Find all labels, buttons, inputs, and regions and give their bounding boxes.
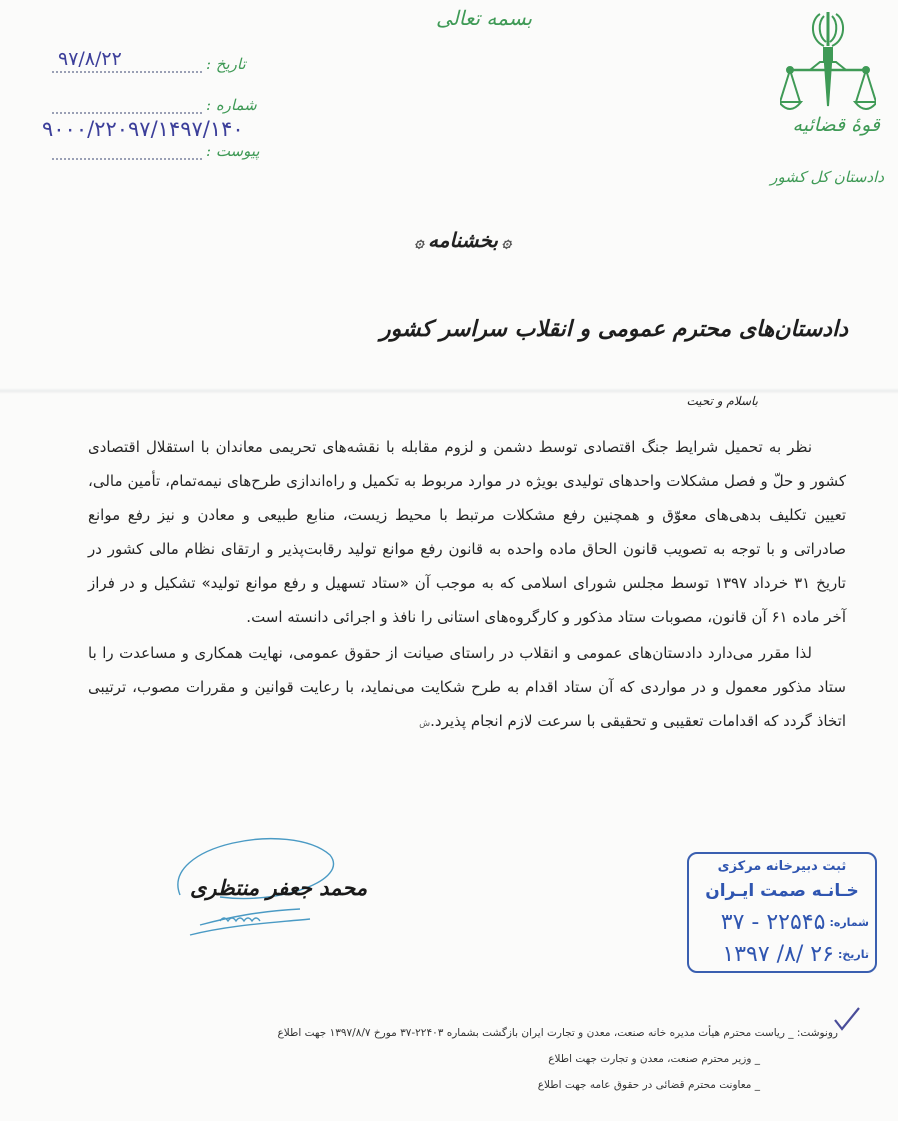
judiciary-logo (770, 6, 896, 196)
end-mark: ش (419, 719, 431, 729)
document-title (398, 228, 528, 252)
attachment-label: پیوست : (206, 142, 260, 160)
organization-name: قوهٔ قضائیه (792, 114, 880, 136)
stamp-organization-line: خـانـه صمت ایـران (705, 881, 859, 901)
stamp-number-value: ۳۷ - ۲۲۵۴۵ (720, 910, 826, 935)
date-value: ۹۷/۸/۲۲ (58, 48, 122, 70)
paper-fold-line (0, 388, 898, 394)
cc-item: _ وزیر محترم صنعت، معدن و تجارت جهت اطلاع (548, 1053, 760, 1065)
date-dotted-line (52, 70, 202, 73)
copies-list (277, 1022, 838, 1100)
number-field (52, 96, 257, 114)
addressee: دادستان‌های محترم عمومی و انقلاب سراسر کشور (379, 316, 848, 342)
title-text: بخشنامه (428, 228, 498, 252)
greeting: باسلام و تحیت (686, 394, 758, 408)
number-dotted-line (52, 111, 202, 114)
department-name: دادستان کل کشور (770, 168, 884, 186)
cc-item-text: _ ریاست محترم هیأت مدیره خانه صنعت، معدن و تجارت ایران بازگشت بشماره ۲۲۴۰۳-۳۷ مورخ ۱۳۹۷/۸/۷ جهت اطلاع (277, 1027, 794, 1039)
cc-item (277, 1022, 838, 1048)
stamp-date-label: تاریخ: (837, 948, 869, 961)
attachment-dotted-line (52, 157, 202, 160)
cc-label: رونوشت: (796, 1027, 838, 1039)
ornament-icon: ۞ (501, 232, 512, 251)
stamp-registry-line: ثبت دبیرخانه مرکزی (717, 859, 847, 874)
body-paragraph: نظر به تحمیل شرایط جنگ اقتصادی توسط دشمن و لزوم مقابله با نقشه‌های تحریمی معاندان با استقلال اقتصادی کشور و حلّ و فصل مشکلات واحدهای تولیدی بویژه در موارد مربوط به تکمیل و راه‌اندازی طرح‌های نیمه‌تمام، تأمین مالی، تعیین تکلیف بدهی‌های معوّق و همچنین رفع مشکلات مرتبط با محیط زیست، منابع طبیعی و معادن و نیز رفع موانع صادراتی و با توجه به تصویب قانون الحاق ماده واحده به قانون رفع موانع تولید رقابت‌پذیر و ارتقای نظام مالی کشور در تاریخ ۳۱ خرداد ۱۳۹۷ توسط مجلس شورای اسلامی که به موجب آن «ستاد تسهیل و رفع موانع تولید» تشکیل و در فراز آخر ماده ۶۱ آن قانون، مصوبات ستاد مذکور و کارگروه‌های استانی را نافذ و اجرائی دانسته است. (88, 438, 846, 626)
body-paragraph (88, 636, 846, 741)
document-body (88, 430, 846, 741)
stamp-date-row (722, 942, 869, 967)
cc-item: _ معاونت محترم قضائی در حقوق عامه جهت اطلاع (537, 1079, 760, 1091)
body-paragraph-text: لذا مقرر می‌دارد دادستان‌های عمومی و انقلاب در راستای صیانت از حقوق عمومی، نهایت همکاری و مساعدت را با ستاد مذکور معمول و در مواردی که آن ستاد اقدام به طرح شکایت می‌نماید، با رعایت قوانین و مقررات مصوب، ترتیبی اتخاذ گردد که اقدامات تعقیبی و تحقیقی با سرعت لازم انجام پذیرد. (88, 644, 846, 730)
signatory-name: محمد جعفر منتظری (190, 875, 368, 900)
number-label: شماره : (206, 96, 257, 114)
stamp-number-row (721, 910, 869, 935)
stamp-number-label: شماره: (829, 916, 869, 929)
judiciary-scales-emblem-icon (780, 6, 876, 116)
date-label: تاریخ : (206, 55, 246, 73)
ornament-icon: ۞ (414, 232, 425, 251)
bismillah-heading: بسمه تعالی (436, 6, 533, 30)
number-value: ۹۰۰۰/۲۲۰۹۷/۱۴۹۷/۱۴۰ (42, 117, 244, 141)
signature (160, 825, 368, 955)
registration-stamp (687, 852, 877, 973)
stamp-date-value: ۱۳۹۷ /۸/ ۲۶ (722, 942, 834, 967)
attachment-field (52, 142, 260, 160)
